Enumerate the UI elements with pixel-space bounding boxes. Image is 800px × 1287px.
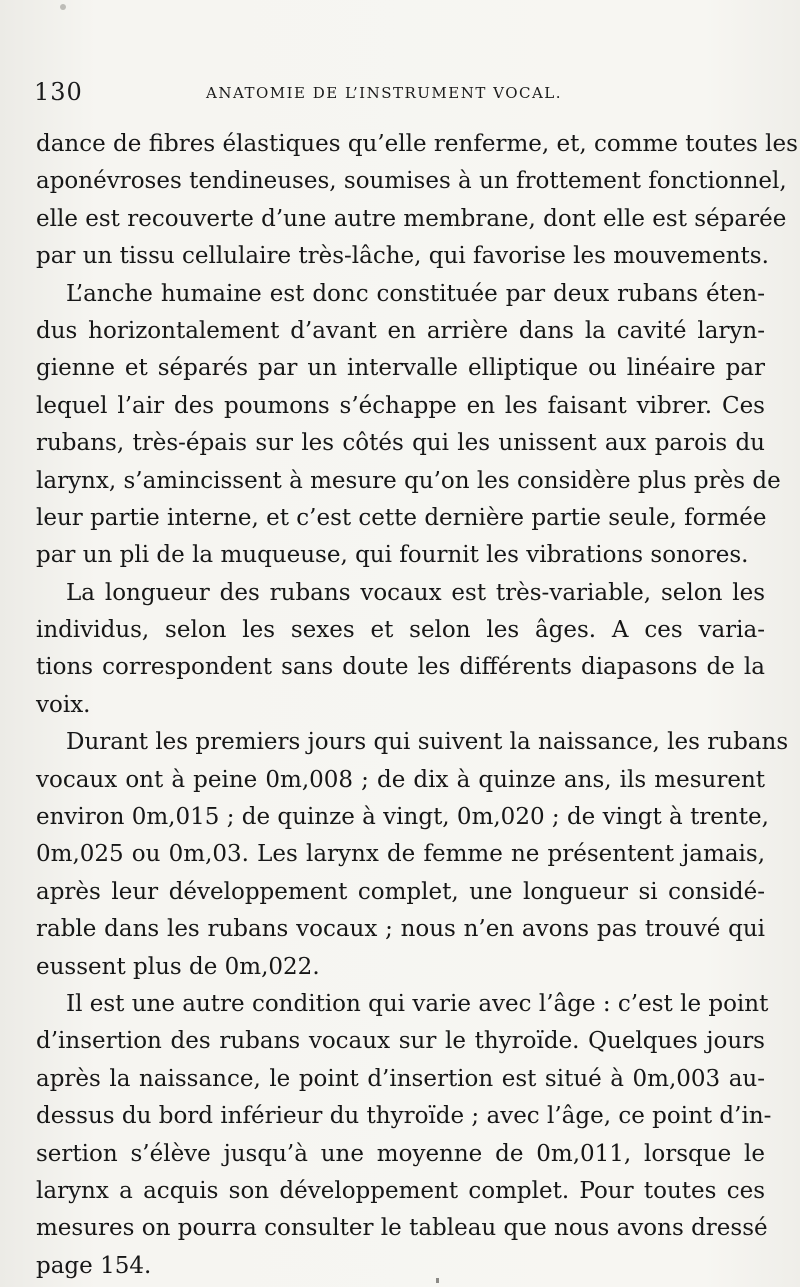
text-line: par un pli de la muqueuse, qui fournit les vibrations sonores. bbox=[36, 542, 749, 569]
text-line: individus, selon les sexes et selon les âges. A ces varia- bbox=[36, 617, 765, 644]
text-line: rubans, très-épais sur les côtés qui les unissent aux parois du bbox=[36, 430, 765, 457]
text-line: par un tissu cellulaire très-lâche, qui favorise les mouvements. bbox=[36, 243, 769, 270]
running-title: ANATOMIE DE L’INSTRUMENT VOCAL. bbox=[206, 84, 563, 102]
text-line: L’anche humaine est donc constituée par deux rubans éten- bbox=[66, 280, 765, 307]
paragraph bbox=[36, 986, 772, 1285]
text-line: dessus du bord inférieur du thyroïde ; avec l’âge, ce point d’in- bbox=[36, 1103, 772, 1130]
page-header bbox=[34, 78, 764, 110]
text-line: larynx a acquis son développement complet. Pour toutes ces bbox=[36, 1177, 765, 1204]
text-line: Durant les premiers jours qui suivent la naissance, les rubans bbox=[66, 729, 789, 756]
text-line: vocaux ont à peine 0m,008 ; de dix à quinze ans, ils mesurent bbox=[36, 766, 765, 793]
text-line: d’insertion des rubans vocaux sur le thyroïde. Quelques jours bbox=[36, 1028, 765, 1055]
paragraph bbox=[36, 575, 765, 725]
text-line: environ 0m,015 ; de quinze à vingt, 0m,020 ; de vingt à trente, bbox=[36, 804, 769, 831]
text-line: leur partie interne, et c’est cette dernière partie seule, formée bbox=[36, 504, 767, 531]
text-line: eussent plus de 0m,022. bbox=[36, 953, 320, 980]
text-line: dus horizontalement d’avant en arrière dans la cavité laryn- bbox=[36, 317, 765, 344]
paper-speck bbox=[436, 1278, 439, 1283]
text-line: rable dans les rubans vocaux ; nous n’en avons pas trouvé qui bbox=[36, 916, 765, 943]
text-line: Il est une autre condition qui varie avec l’âge : c’est le point bbox=[66, 990, 769, 1017]
body-text bbox=[36, 126, 798, 1285]
text-line: larynx, s’amincissent à mesure qu’on les considère plus près de bbox=[36, 467, 781, 494]
text-line: aponévroses tendineuses, soumises à un frottement fonctionnel, bbox=[36, 168, 787, 195]
text-line: gienne et séparés par un intervalle elliptique ou linéaire par bbox=[36, 355, 765, 382]
text-line: après leur développement complet, une longueur si considé- bbox=[36, 878, 765, 905]
text-line: La longueur des rubans vocaux est très-variable, selon les bbox=[66, 579, 765, 606]
text-line: dance de fibres élastiques qu’elle renferme, et, comme toutes les bbox=[36, 131, 798, 157]
paragraph bbox=[36, 126, 798, 276]
text-line: mesures on pourra consulter le tableau que nous avons dressé bbox=[36, 1215, 768, 1242]
paper-speck bbox=[60, 4, 66, 10]
text-line: lequel l’air des poumons s’échappe en les faisant vibrer. Ces bbox=[36, 392, 765, 419]
text-line: 0m,025 ou 0m,03. Les larynx de femme ne présentent jamais, bbox=[36, 841, 765, 868]
paragraph bbox=[36, 276, 781, 575]
paragraph bbox=[36, 724, 789, 986]
text-line: sertion s’élève jusqu’à une moyenne de 0m,011, lorsque le bbox=[36, 1140, 765, 1167]
text-line: après la naissance, le point d’insertion est situé à 0m,003 au- bbox=[36, 1065, 765, 1092]
text-line: tions correspondent sans doute les différents diapasons de la bbox=[36, 654, 765, 681]
page-number: 130 bbox=[34, 78, 83, 106]
text-line: page 154. bbox=[36, 1252, 152, 1279]
text-line: voix. bbox=[36, 691, 91, 718]
text-line: elle est recouverte d’une autre membrane, dont elle est séparée bbox=[36, 205, 787, 232]
